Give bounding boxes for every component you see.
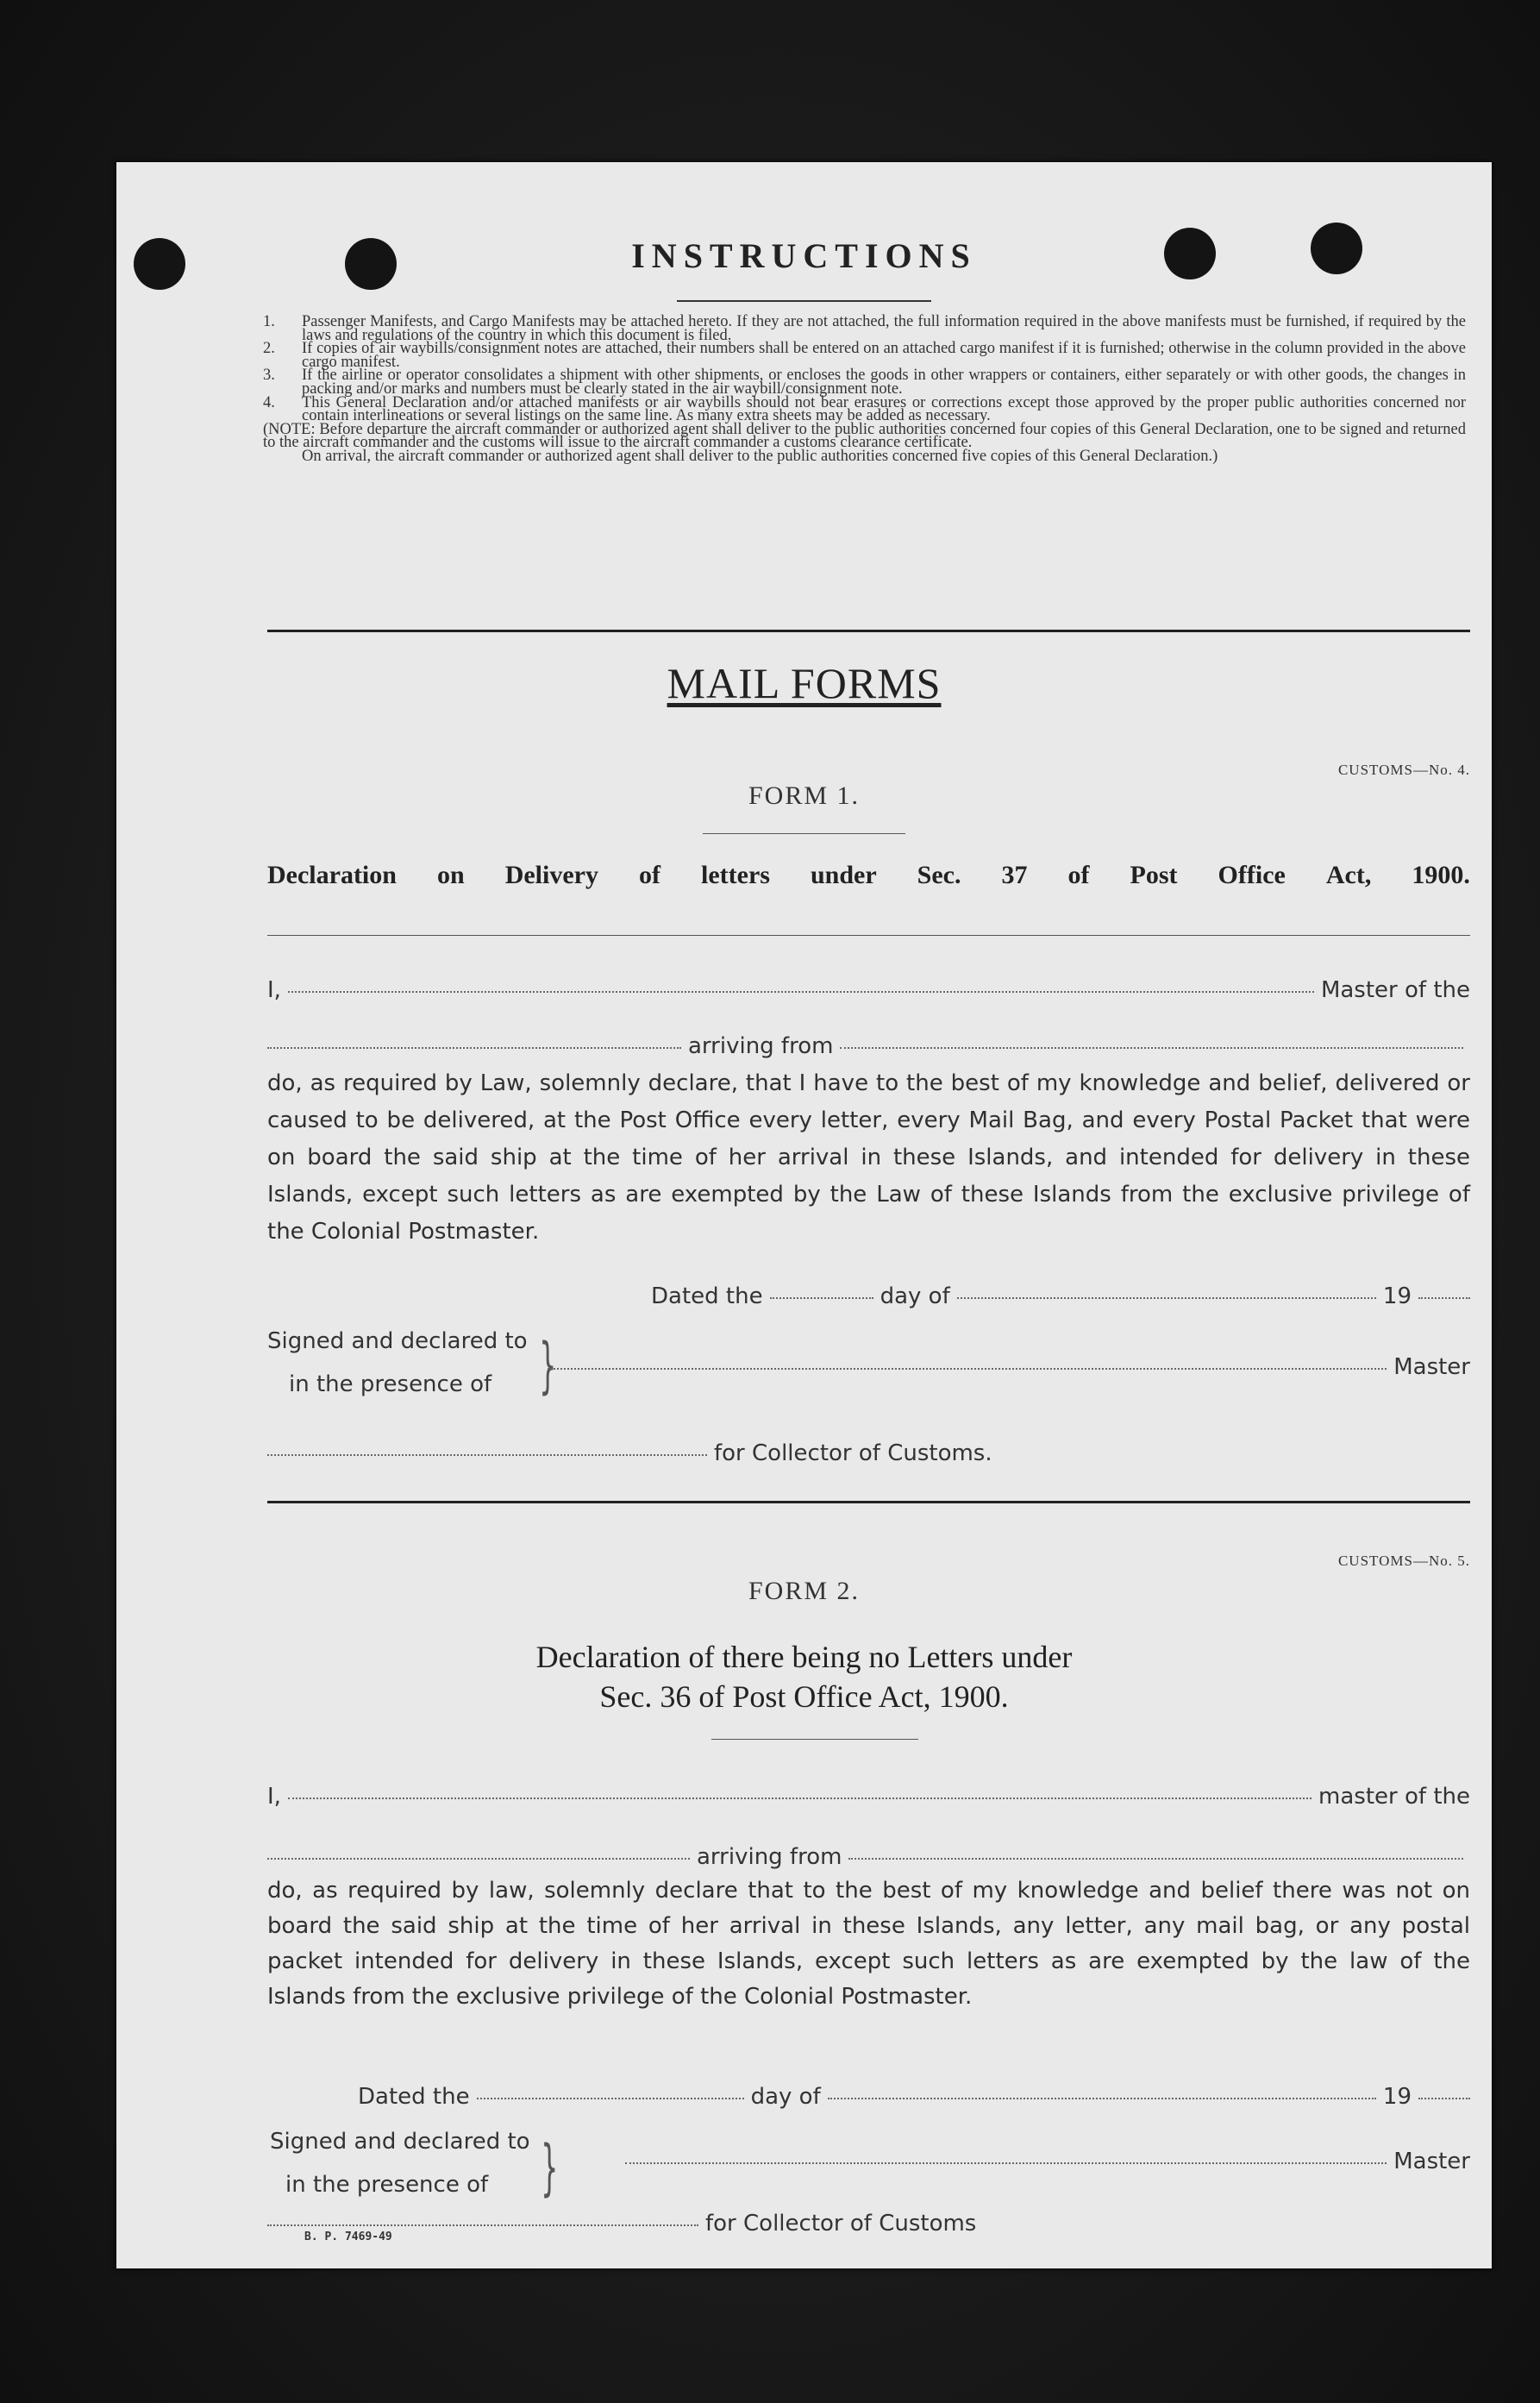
form2-dated-line	[358, 2084, 1470, 2110]
form1-declaration-word: Office	[1218, 861, 1286, 889]
form2-name-field[interactable]	[288, 1798, 1312, 1799]
form1-declaration-word: on	[436, 861, 465, 889]
form2-signed-label: Signed and declared to	[270, 2129, 530, 2155]
form2-name-line	[267, 1784, 1470, 1810]
form2-brace: }	[541, 2132, 559, 2203]
instruction-item-1	[263, 313, 1466, 344]
form1-signed-line-1	[267, 1328, 528, 1354]
form2-title-rule	[711, 1739, 918, 1740]
instruction-number: 3.	[263, 367, 275, 385]
instructions-title-rule	[677, 300, 931, 302]
form1-name-line	[267, 977, 1470, 1003]
instruction-item-2	[263, 342, 1466, 369]
form1-dated-the-label: Dated the	[651, 1283, 763, 1309]
instruction-note-text: (NOTE: Before departure the aircraft commander or authorized agent shall deliver to the public authorities concerned four copies of this General Declaration, one to be signed and returned to the aircraft commander and the customs will issue to the aircraft commander a customs clearance certificate.	[263, 420, 1466, 452]
form2-collector-line	[267, 2211, 1130, 2237]
instruction-note-arrival	[263, 447, 1466, 465]
instruction-text: This General Declaration and/or attached manifests or air waybills should not bear erasures or corrections except those approved by the proper public authorities concerned nor contain interlineations or several listings on the same line. As many extra sheets may be added as necessary.	[302, 393, 1466, 425]
form2-day-field[interactable]	[477, 2098, 744, 2099]
form1-year-prefix: 19	[1382, 1283, 1412, 1309]
form1-collector-label: for Collector of Customs.	[714, 1440, 992, 1466]
form1-day-field[interactable]	[770, 1297, 873, 1299]
instructions-title: INSTRUCTIONS	[631, 236, 977, 275]
instruction-note	[263, 420, 1466, 452]
form1-declaration-word: under	[810, 861, 877, 889]
form1-dated-line	[651, 1283, 1470, 1309]
mail-forms-title: MAIL FORMS	[667, 659, 942, 707]
instructions-bottom-rule	[267, 630, 1470, 632]
form2-customs-number: CUSTOMS—No. 5.	[1337, 1553, 1470, 1569]
form1-master-signature-line	[548, 1354, 1470, 1380]
instructions-list	[263, 313, 1466, 465]
form1-arriving-from-label: arriving from	[688, 1033, 834, 1059]
form1-declaration-word: letters	[701, 861, 770, 889]
form2-arriving-line	[267, 1844, 1470, 1870]
instruction-note-arrival-text: On arrival, the aircraft commander or authorized agent shall deliver to the public authorities concerned five copies of this General Declaration.)	[302, 447, 1218, 465]
form2-year-field[interactable]	[1418, 2098, 1470, 2099]
form1-master-label: Master	[1393, 1354, 1470, 1380]
form2-arriving-from-label: arriving from	[697, 1844, 842, 1870]
form2-signed-line-1	[270, 2129, 530, 2155]
instruction-number: 1.	[263, 313, 275, 330]
form2-year-prefix: 19	[1382, 2084, 1412, 2110]
instruction-text: If copies of air waybills/consignment notes are attached, their numbers shall be entered on an attached cargo manifest if it is furnished; otherwise in the column provided in the above cargo manifest.	[302, 340, 1466, 371]
form2-collector-label: for Collector of Customs	[705, 2211, 977, 2237]
form1-declaration-word: Delivery	[504, 861, 598, 889]
form1-declaration-word: Post	[1130, 861, 1178, 889]
form2-origin-field[interactable]	[848, 1858, 1463, 1860]
document-page	[116, 162, 1492, 2268]
form1-brace: }	[539, 1330, 557, 1401]
instruction-text: If the airline or operator consolidates a shipment with other shipments, or encloses the goods in other wrappers or containers, either separately or with other goods, the changes in packing and/or marks and numbers must be clearly stated in the air waybill/consignment note.	[302, 367, 1466, 398]
form1-name-field[interactable]	[288, 991, 1314, 993]
form2-month-field[interactable]	[828, 2098, 1376, 2099]
form1-bottom-rule	[267, 1501, 1470, 1503]
instruction-text: Passenger Manifests, and Cargo Manifests may be attached hereto. If they are not attached, the full information required in the above manifests must be furnished, if required by the laws and regulations of the country in which this document is filed.	[302, 313, 1466, 344]
form1-declaration-word: of	[1067, 861, 1090, 889]
form2-declaration-heading	[116, 1637, 1492, 1716]
form1-ship-field[interactable]	[267, 1047, 681, 1049]
form1-collector-line	[267, 1440, 1043, 1466]
form1-signed-line-2	[289, 1371, 491, 1397]
instruction-item-4	[263, 393, 1466, 425]
form1-declaration-word: of	[638, 861, 660, 889]
form2-title: FORM 2.	[748, 1577, 861, 1605]
instruction-number: 2.	[263, 340, 275, 358]
form1-heading-rule	[267, 935, 1470, 936]
print-code: B. P. 7469-49	[304, 2230, 392, 2243]
form2-presence-label: in the presence of	[285, 2172, 489, 2198]
form1-year-field[interactable]	[1418, 1297, 1470, 1299]
form1-declaration-word: Act,	[1325, 861, 1372, 889]
form1-declaration-heading	[267, 861, 1470, 890]
form1-body-text: do, as required by Law, solemnly declare, that I have to the best of my knowledge and belief, delivered or caused to be delivered, at the Post Office every letter, every Mail Bag, and every Postal Packet that were on board the said ship at the time of her arrival in these Islands, and intended for delivery in these Islands, except such letters as are exempted by the Law of these Islands from the exclusive privilege of the Colonial Postmaster.	[267, 1070, 1470, 1245]
form1-day-of-label: day of	[880, 1283, 950, 1309]
form1-declaration-word: Sec.	[917, 861, 961, 889]
instruction-number: 4.	[263, 393, 275, 411]
form1-collector-field[interactable]	[267, 1454, 707, 1456]
form1-signed-label: Signed and declared to	[267, 1328, 528, 1354]
form1-month-field[interactable]	[957, 1297, 1376, 1299]
form2-master-label: Master	[1393, 2149, 1470, 2174]
form1-customs-number: CUSTOMS—No. 4.	[1337, 762, 1470, 778]
form1-declaration-word: 1900.	[1412, 861, 1470, 889]
form2-i-label: I,	[267, 1784, 281, 1810]
form1-i-label: I,	[267, 977, 281, 1003]
form1-title-rule	[703, 833, 905, 834]
form2-dated-the-label: Dated the	[358, 2084, 470, 2110]
form1-declaration-word: Declaration	[267, 861, 397, 889]
form2-master-signature-field[interactable]	[625, 2162, 1387, 2164]
form2-master-signature-line	[625, 2149, 1470, 2174]
form1-declaration-word: 37	[1001, 861, 1028, 889]
form1-master-of-the-label: Master of the	[1320, 977, 1470, 1003]
form1-arriving-line	[267, 1033, 1470, 1059]
form1-presence-label: in the presence of	[289, 1371, 492, 1397]
form2-collector-field[interactable]	[267, 2224, 698, 2226]
form1-master-signature-field[interactable]	[548, 1368, 1387, 1370]
form2-declaration-line-2: Sec. 36 of Post Office Act, 1900.	[599, 1679, 1009, 1714]
form2-signed-line-2	[285, 2172, 488, 2198]
form2-day-of-label: day of	[750, 2084, 821, 2110]
form2-master-of-the-label: master of the	[1318, 1784, 1470, 1810]
instruction-item-3	[263, 369, 1466, 396]
form1-title: FORM 1.	[748, 781, 861, 810]
form2-ship-field[interactable]	[267, 1858, 690, 1860]
form2-declaration-line-1: Declaration of there being no Letters under	[535, 1640, 1073, 1674]
form2-body-text: do, as required by law, solemnly declare that to the best of my knowledge and belief there was not on board the said ship at the time of her arrival in these Islands, any letter, any mail bag, or any postal packet intended for delivery in these Islands, except such letters as are exempted by the law of the Islands from the exclusive privilege of the Colonial Postmaster.	[267, 1878, 1470, 2010]
form1-origin-field[interactable]	[840, 1047, 1463, 1049]
